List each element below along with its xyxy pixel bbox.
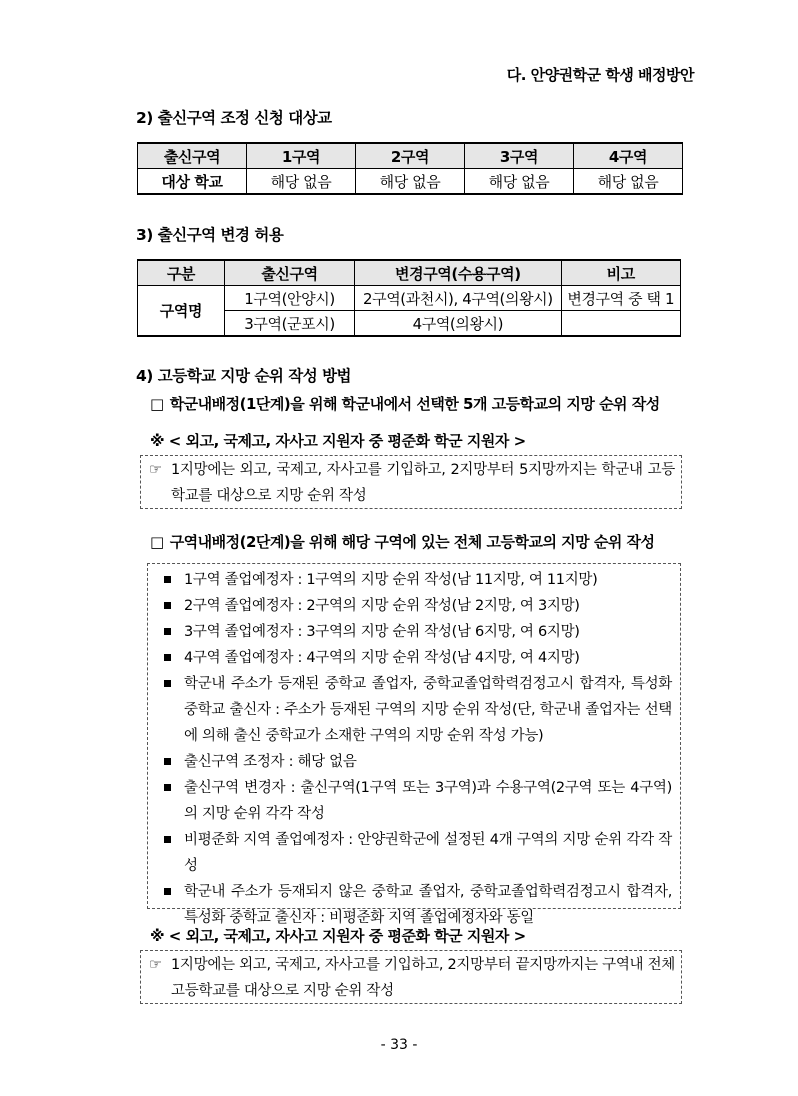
note-1-text: 1지망에는 외고, 국제고, 자사고를 기입하고, 2지망부터 5지망까지는 학군내 고등학교를 대상으로 지망 순위 작성: [171, 462, 675, 504]
table-cell: 해당 없음: [356, 169, 465, 195]
square-bullet-icon: [164, 602, 171, 609]
table-cell: 변경구역 중 택 1: [561, 286, 680, 311]
table-cell: 1구역(안양시): [224, 286, 354, 311]
subsection-2-title: [150, 531, 655, 552]
square-bullet-icon: [164, 654, 171, 661]
bullet-list-box: [147, 563, 681, 926]
list-item: [158, 879, 672, 931]
square-bullet-icon: [164, 680, 171, 687]
subsection-1-title: [150, 393, 660, 414]
list-item-text: 학군내 주소가 등재된 중학교 졸업자, 중학교졸업학력검정고시 합격자, 특성화 중학교 출신자 : 주소가 등재된 구역의 지망 순위 작성(단, 학군내 졸업자는 선택에 의해 출신 중학교가 소재한 구역의 지망 순위 작성 가능): [184, 676, 672, 744]
list-item-text: 출신구역 변경자 : 출신구역(1구역 또는 3구역)과 수용구역(2구역 또는 4구역)의 지망 순위 각각 작성: [184, 780, 672, 822]
chapter-heading: 다. 안양권학군 학생 배정방안: [506, 66, 694, 84]
list-item: [158, 645, 672, 671]
table-cell: 4구역(의왕시): [355, 311, 561, 337]
table-header: 3구역: [465, 143, 574, 169]
square-bullet-icon: [164, 888, 171, 895]
table-cell: 3구역(군포시): [224, 311, 354, 337]
table-cell: 해당 없음: [247, 169, 356, 195]
list-item-text: 4구역 졸업예정자 : 4구역의 지망 순위 작성(남 4지망, 여 4지망): [184, 650, 580, 666]
table-header: 2구역: [356, 143, 465, 169]
list-item: [158, 619, 672, 645]
page-number: - 33 -: [380, 1037, 418, 1053]
pointing-hand-icon: ☞: [149, 462, 162, 478]
table-header: 4구역: [574, 143, 683, 169]
list-item-text: 학군내 주소가 등재되지 않은 중학교 졸업자, 중학교졸업학력검정고시 합격자, 특성화 중학교 출신자 : 비평준화 지역 졸업예정자와 동일: [184, 884, 672, 926]
list-item: [158, 567, 672, 593]
list-item: [158, 671, 672, 749]
table-cell: 2구역(과천시), 4구역(의왕시): [355, 286, 561, 311]
square-bullet-icon: [164, 576, 171, 583]
table-cell: 해당 없음: [574, 169, 683, 195]
section-3-title: 3) 출신구역 변경 허용: [136, 226, 284, 244]
list-item-text: 2구역 졸업예정자 : 2구역의 지망 순위 작성(남 2지망, 여 3지망): [184, 598, 580, 614]
note-1-paragraph: [149, 457, 675, 509]
table-row-label: 구역명: [138, 286, 225, 337]
list-item: [158, 827, 672, 879]
table-header: 변경구역(수용구역): [355, 260, 561, 286]
table-row-label: 대상 학교: [138, 169, 247, 195]
table-header: 출신구역: [224, 260, 354, 286]
subsection-1-text: 학군내배정(1단계)을 위해 학군내에서 선택한 5개 고등학교의 지망 순위 작성: [169, 395, 660, 413]
table-header: 비고: [561, 260, 680, 286]
note-2-title: ※ < 외고, 국제고, 자사고 지원자 중 평준화 학군 지원자 >: [150, 927, 526, 945]
checkbox-symbol: □: [150, 395, 164, 413]
list-item-text: 출신구역 조정자 : 해당 없음: [184, 754, 357, 770]
table-header: 출신구역: [138, 143, 247, 169]
target-school-table: [137, 142, 683, 195]
note-2-text: 1지망에는 외고, 국제고, 자사고를 기입하고, 2지망부터 끝지망까지는 구역내 전체 고등학교를 대상으로 지망 순위 작성: [171, 957, 675, 999]
table-cell: [561, 311, 680, 337]
section-4-title: 4) 고등학교 지망 순위 작성 방법: [136, 367, 352, 385]
region-change-table: [137, 259, 681, 337]
list-item: [158, 593, 672, 619]
section-2-title: 2) 출신구역 조정 신청 대상교: [136, 109, 332, 127]
bullet-list: [158, 567, 672, 931]
square-bullet-icon: [164, 784, 171, 791]
pointing-hand-icon: ☞: [149, 957, 162, 973]
note-2-paragraph: [149, 952, 675, 1004]
square-bullet-icon: [164, 758, 171, 765]
table-header: 구분: [138, 260, 225, 286]
list-item: [158, 775, 672, 827]
table-cell: 해당 없음: [465, 169, 574, 195]
note-2-box: [140, 950, 682, 1004]
list-item-text: 1구역 졸업예정자 : 1구역의 지망 순위 작성(남 11지망, 여 11지망): [184, 572, 598, 588]
list-item: [158, 749, 672, 775]
square-bullet-icon: [164, 836, 171, 843]
list-item-text: 3구역 졸업예정자 : 3구역의 지망 순위 작성(남 6지망, 여 6지망): [184, 624, 580, 640]
checkbox-symbol: □: [150, 533, 164, 551]
table-header: 1구역: [247, 143, 356, 169]
square-bullet-icon: [164, 628, 171, 635]
note-1-box: [140, 455, 682, 509]
list-item-text: 비평준화 지역 졸업예정자 : 안양권학군에 설정된 4개 구역의 지망 순위 각각 작성: [184, 832, 672, 874]
note-1-title: ※ < 외고, 국제고, 자사고 지원자 중 평준화 학군 지원자 >: [150, 432, 526, 450]
subsection-2-text: 구역내배정(2단계)을 위해 해당 구역에 있는 전체 고등학교의 지망 순위 작성: [169, 533, 655, 551]
